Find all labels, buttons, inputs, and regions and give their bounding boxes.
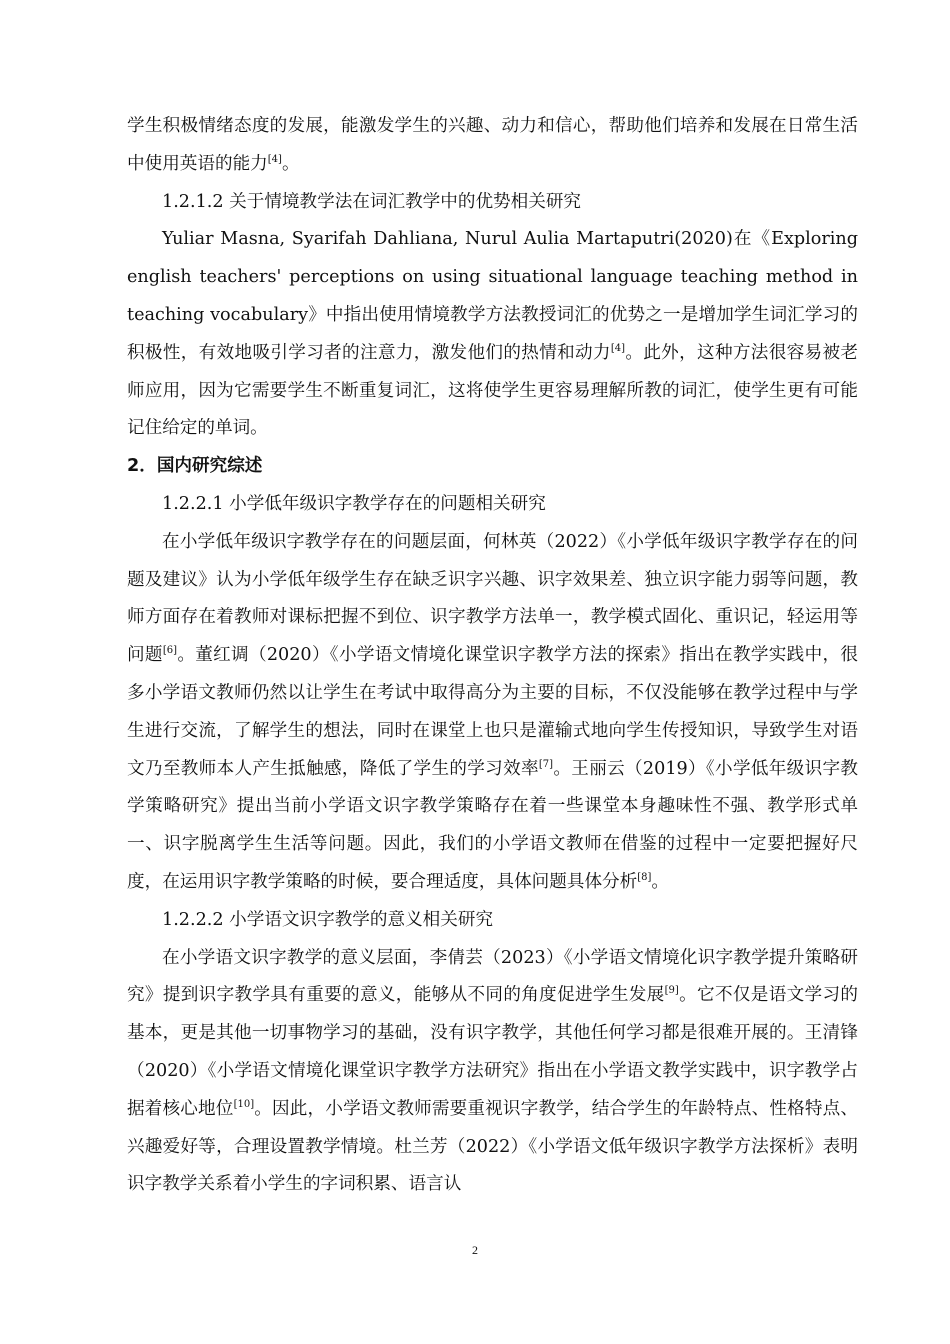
text-run: 。它不仅是语文学习的基本，更是其他一切事物学习的基础，没有识字教学，其他任何学习都是很难开展的。王清锋（2020）《小学语文情境化课堂识字教学方法研究》指出在小学语文教学实践中，识字教学占据着核心地位 bbox=[127, 985, 858, 1119]
document-body bbox=[127, 108, 858, 1204]
text-run: 。董红调（2020）《小学语文情境化课堂识字教学方法的探索》指出在教学实践中，很多小学语文教师仍然以让学生在考试中取得高分为主要的目标，不仅没能够在教学过程中与学生进行交流，了解学生的想法，同时在课堂上也只是灌输式地向学生传授知识，导致学生对语文乃至教师本人产生抵触感，降低了学生的学习效率 bbox=[127, 645, 858, 779]
text-run: 在小学语文识字教学的意义层面，李倩芸（2023）《小学语文情境化识字教学提升策略研究》提到识字教学具有重要的意义，能够从不同的角度促进学生发展 bbox=[127, 947, 858, 1006]
text-run: 。 bbox=[281, 153, 300, 174]
citation-marker: [4] bbox=[267, 153, 282, 165]
text-run: 在小学低年级识字教学存在的问题层面，何林英（2022）《小学低年级识字教学存在的问题及建议》认为小学低年级学生存在缺乏识字兴趣、识字效果差、独立识字能力弱等问题，教师方面存在着教师对课标把握不到位、识字教学方法单一，教学模式固化、重识记，轻运用等问题 bbox=[127, 531, 858, 666]
body-paragraph bbox=[127, 108, 858, 184]
text-run: 。因此，小学语文教师需要重视识字教学，结合学生的年龄特点、性格特点、兴趣爱好等，合理设置教学情境。杜兰芳（2022）《小学语文低年级识字教学方法探析》表明识字教学关系着小学生的字词积累、语言认 bbox=[127, 1098, 858, 1195]
page-number: 2 bbox=[472, 1243, 478, 1257]
citation-marker: [7] bbox=[538, 758, 554, 770]
subsection-heading bbox=[127, 184, 858, 222]
text-run: 。 bbox=[651, 871, 670, 892]
body-paragraph bbox=[127, 221, 858, 448]
text-run: 。王丽云（2019）《小学低年级识字教学策略研究》提出当前小学语文识字教学策略存在着一些课堂本身趣味性不强、教学形式单一、识字脱离学生生活等问题。因此，我们的小学语文教师在借鉴的过程中一定要把握好尺度，在运用识字教学策略的时候，要合理适度，具体问题具体分析 bbox=[127, 758, 858, 892]
text-run: 1.2.1.2 关于情境教学法在词汇教学中的优势相关研究 bbox=[162, 191, 582, 212]
subsection-heading bbox=[127, 486, 858, 524]
body-paragraph bbox=[127, 524, 858, 902]
text-run: 1.2.2.2 小学语文识字教学的意义相关研究 bbox=[162, 909, 494, 930]
text-run: Yuliar Masna, Syarifah Dahliana, Nurul Aulia Martaputri(2020)在《Exploring english teachers' perceptions on using situational language teaching method in teaching vocabulary》中指出使用情境教学方法教授词汇的优势之一是增加学生词汇学习的积极性，有效地吸引学习者的注意力，激发他们的热情和动力 bbox=[127, 229, 858, 363]
text-run: 1.2.2.1 小学低年级识字教学存在的问题相关研究 bbox=[162, 493, 546, 514]
citation-marker: [6] bbox=[162, 645, 177, 657]
subsection-heading bbox=[127, 902, 858, 940]
text-run: 2．国内研究综述 bbox=[127, 456, 263, 477]
citation-marker: [8] bbox=[637, 871, 652, 883]
section-heading bbox=[127, 448, 858, 486]
citation-marker: [10] bbox=[233, 1098, 255, 1110]
citation-marker: [9] bbox=[664, 985, 679, 997]
body-paragraph bbox=[127, 940, 858, 1205]
text-run: 。此外，这种方法很容易被老师应用，因为它需要学生不断重复词汇，这将使学生更容易理解所教的词汇，使学生更有可能记住给定的单词。 bbox=[127, 342, 858, 439]
citation-marker: [4] bbox=[610, 342, 626, 354]
text-run: 学生积极情绪态度的发展，能激发学生的兴趣、动力和信心，帮助他们培养和发展在日常生活中使用英语的能力 bbox=[127, 116, 858, 174]
